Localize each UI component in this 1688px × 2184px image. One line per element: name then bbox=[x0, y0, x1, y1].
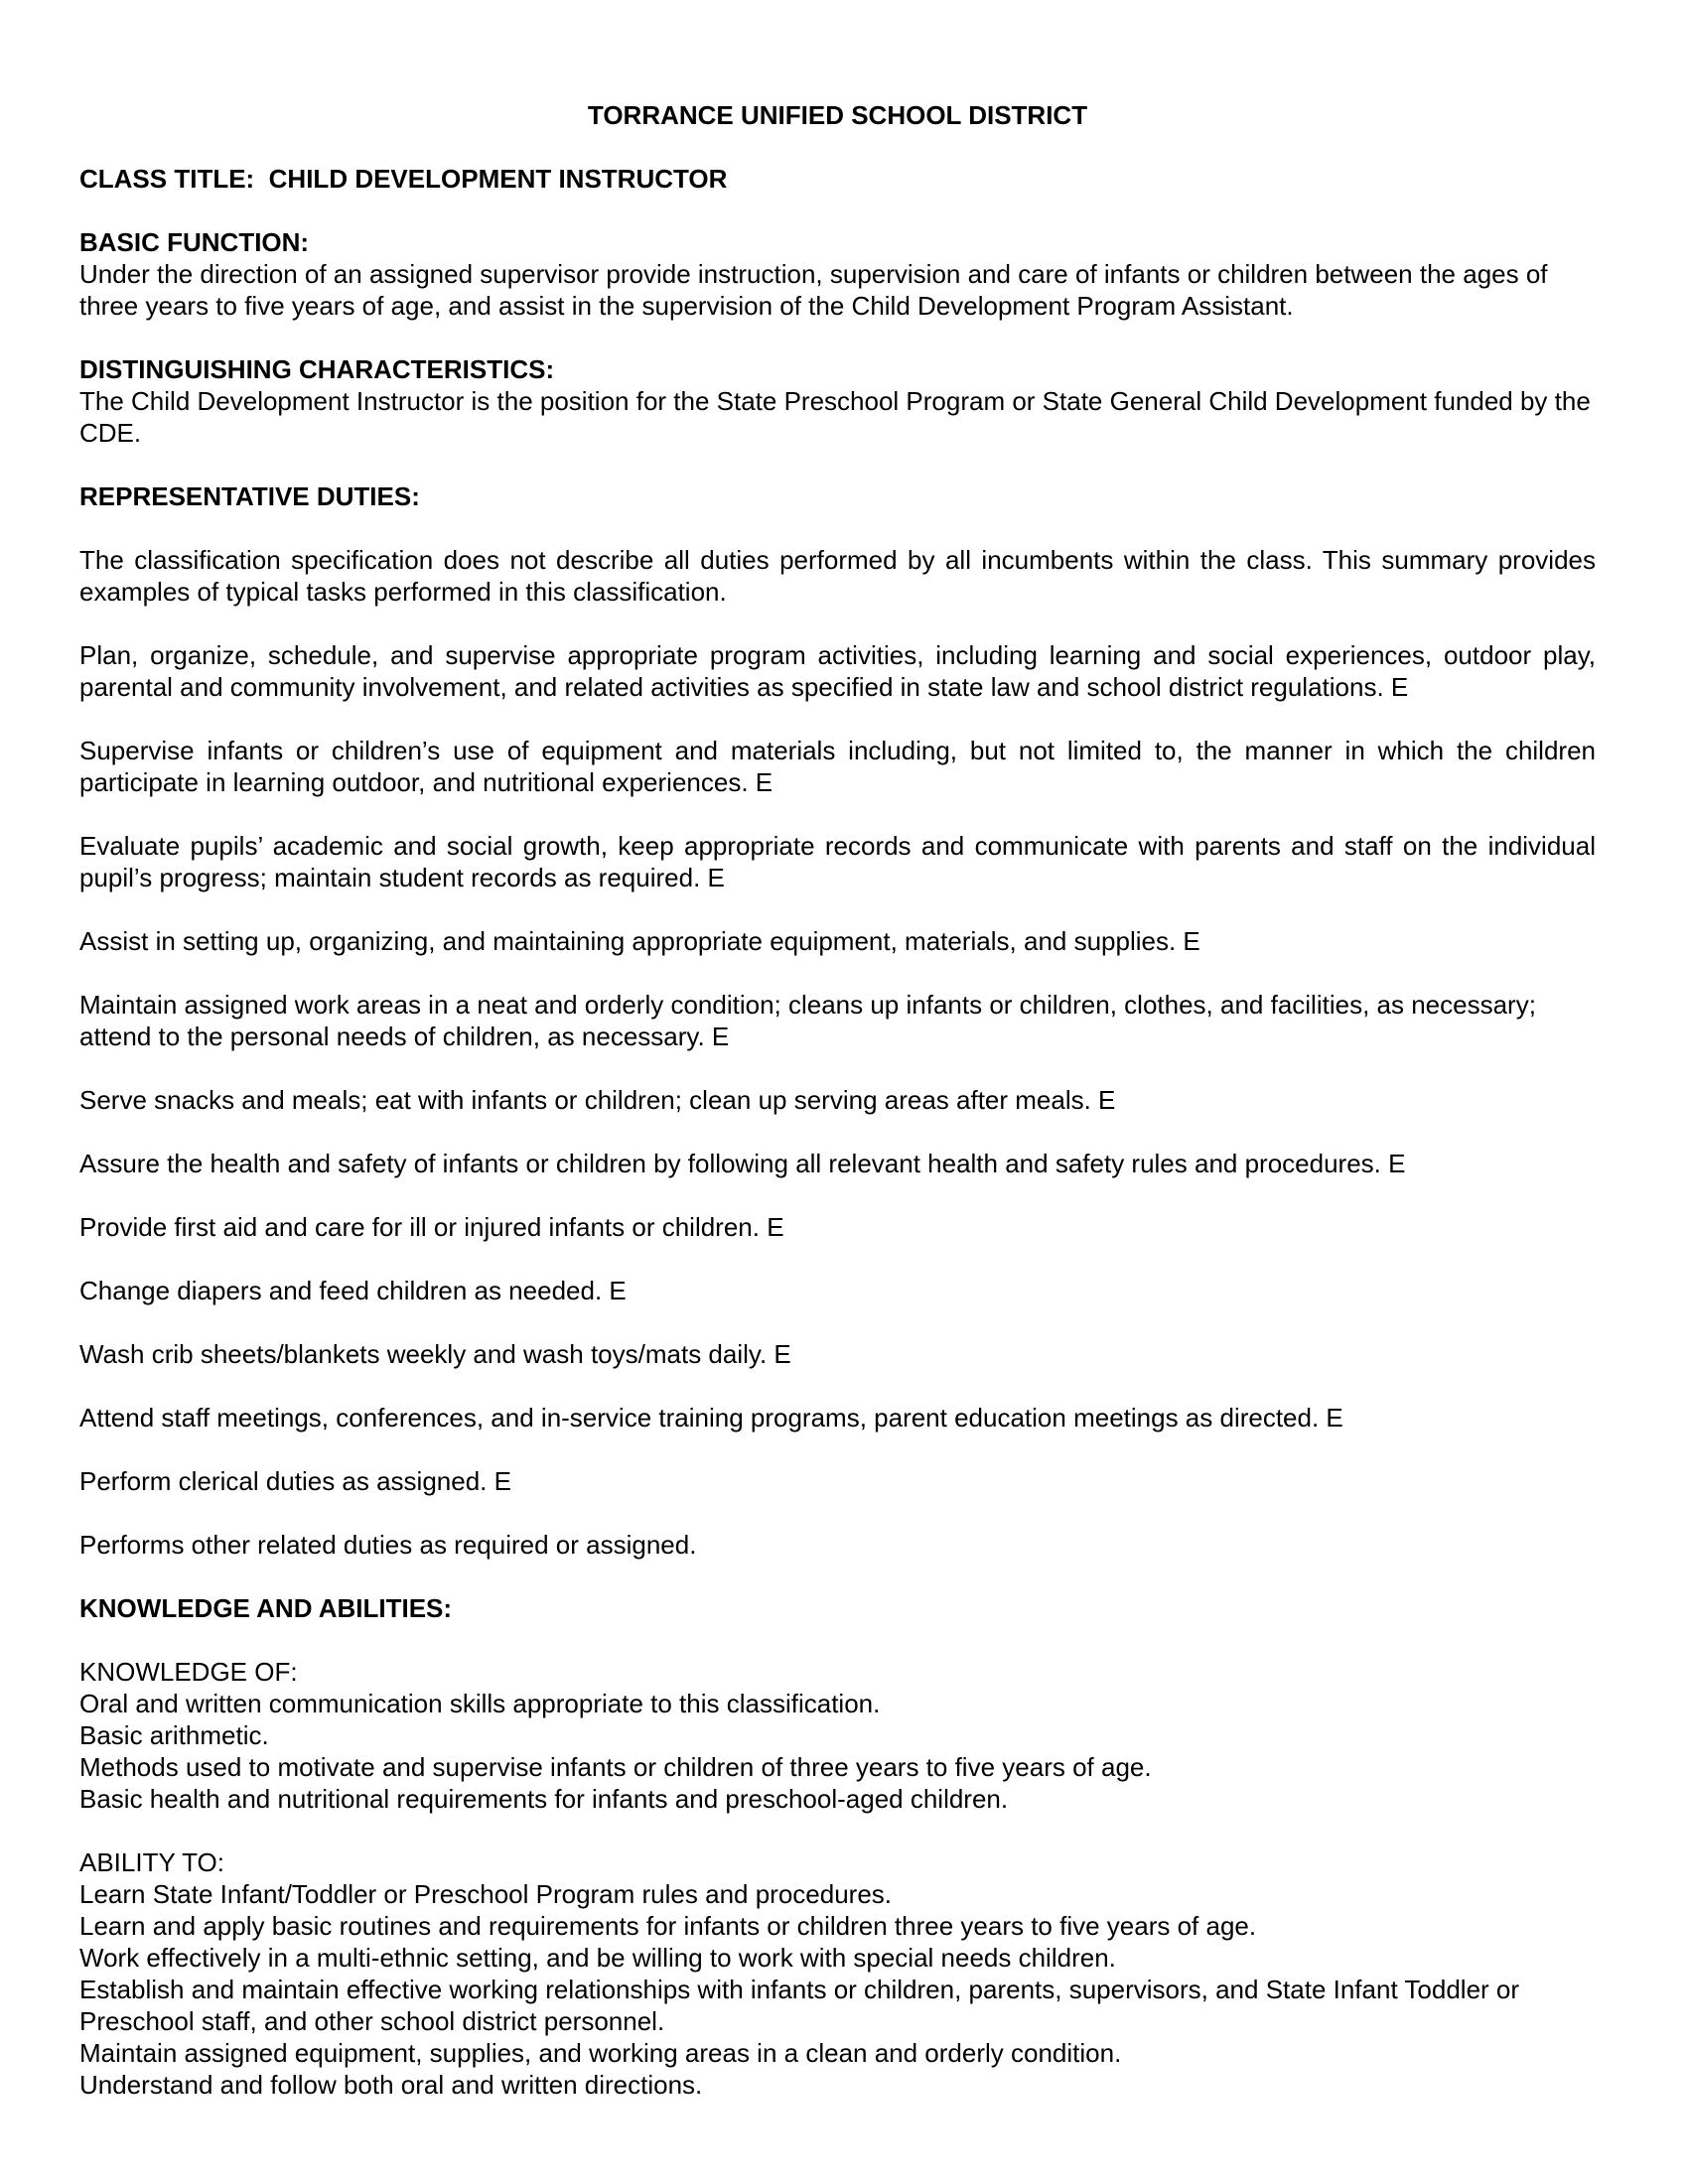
ability-item: Work effectively in a multi-ethnic setting, and be willing to work with special needs children. bbox=[79, 1943, 1116, 1973]
ability-item: Learn State Infant/Toddler or Preschool Program rules and procedures. bbox=[79, 1879, 893, 1909]
duty-item: Provide first aid and care for ill or injured infants or children. E bbox=[79, 1212, 784, 1242]
district-title: TORRANCE UNIFIED SCHOOL DISTRICT bbox=[587, 100, 1088, 130]
ability-item: Establish and maintain effective working relationships with infants or children, parents, supervisors, and State Infant Toddler or Preschool staff, and other school district personnel. bbox=[79, 1975, 1520, 2036]
knowledge-item: Basic health and nutritional requirements for infants and preschool-aged children. bbox=[79, 1784, 1009, 1814]
distinguishing-heading: DISTINGUISHING CHARACTERISTICS: bbox=[79, 354, 555, 384]
ability-label: ABILITY TO: bbox=[79, 1847, 224, 1877]
distinguishing-text: The Child Development Instructor is the position for the State Preschool Program or State General Child Development funded by the CDE. bbox=[79, 386, 1591, 448]
class-title: CLASS TITLE: CHILD DEVELOPMENT INSTRUCTOR bbox=[79, 164, 728, 194]
knowledge-item: Methods used to motivate and supervise infants or children of three years to five years of age. bbox=[79, 1752, 1152, 1782]
duty-item: Serve snacks and meals; eat with infants or children; clean up serving areas after meals. E bbox=[79, 1085, 1116, 1115]
basic-function-text: Under the direction of an assigned supervisor provide instruction, supervision and care of infants or children between the ages of three years to five years of age, and assist in the supervision of the Child Development Program Assistant. bbox=[79, 259, 1548, 321]
duty-item: Supervise infants or children’s use of equipment and materials including, but not limited to, the manner in which the children participate in learning outdoor, and nutritional experiences. E bbox=[79, 736, 1596, 797]
ability-item: Learn and apply basic routines and requirements for infants or children three years to five years of age. bbox=[79, 1911, 1257, 1941]
duty-item: Wash crib sheets/blankets weekly and wash toys/mats daily. E bbox=[79, 1339, 791, 1369]
knowledge-abilities-heading: KNOWLEDGE AND ABILITIES: bbox=[79, 1593, 453, 1623]
ability-item: Understand and follow both oral and written directions. bbox=[79, 2070, 703, 2100]
duty-item: Performs other related duties as required or assigned. bbox=[79, 1530, 697, 1560]
duty-item: Evaluate pupils’ academic and social growth, keep appropriate records and communicate with parents and staff on the individual pupil’s progress; maintain student records as required. E bbox=[79, 831, 1596, 892]
spacer bbox=[79, 512, 1596, 544]
knowledge-item: Oral and written communication skills appropriate to this classification. bbox=[79, 1689, 881, 1718]
duty-item: Attend staff meetings, conferences, and in-service training programs, parent education meetings as directed. E bbox=[79, 1403, 1343, 1433]
duty-item: Change diapers and feed children as needed. E bbox=[79, 1276, 627, 1305]
duty-item: Assure the health and safety of infants or children by following all relevant health and safety rules and procedures. E bbox=[79, 1149, 1406, 1178]
duty-item: Perform clerical duties as assigned. E bbox=[79, 1466, 511, 1496]
ability-list bbox=[79, 1846, 1596, 2101]
duty-item: Assist in setting up, organizing, and maintaining appropriate equipment, materials, and supplies. E bbox=[79, 926, 1200, 956]
duties-heading: REPRESENTATIVE DUTIES: bbox=[79, 481, 420, 511]
duty-item: Maintain assigned work areas in a neat and orderly condition; cleans up infants or children, clothes, and facilities, as necessary; attend to the personal needs of children, as necessary. E bbox=[79, 990, 1536, 1051]
knowledge-list bbox=[79, 1656, 1596, 1815]
document-page bbox=[79, 99, 1596, 2132]
knowledge-label: KNOWLEDGE OF: bbox=[79, 1657, 298, 1687]
duty-item: Plan, organize, schedule, and supervise appropriate program activities, including learning and social experiences, outdoor play, parental and community involvement, and related activities as specified in state law and school district regulations. E bbox=[79, 640, 1596, 702]
ability-item: Maintain assigned equipment, supplies, and working areas in a clean and orderly condition. bbox=[79, 2038, 1122, 2068]
knowledge-item: Basic arithmetic. bbox=[79, 1720, 269, 1750]
spacer bbox=[79, 1624, 1596, 1656]
basic-function-heading: BASIC FUNCTION: bbox=[79, 227, 310, 257]
duties-intro: The classification specification does not describe all duties performed by all incumbents within the class. This summary provides examples of typical tasks performed in this classification. bbox=[79, 545, 1596, 607]
